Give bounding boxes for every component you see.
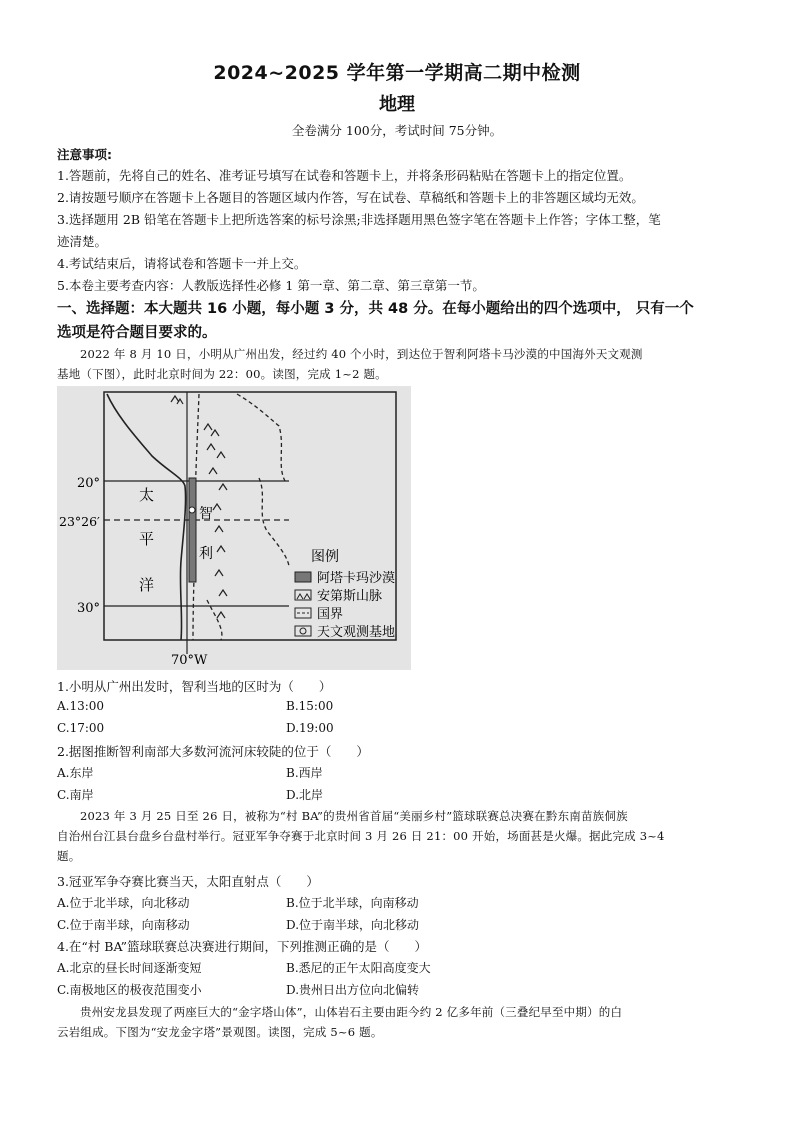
passage-3 bbox=[57, 1002, 747, 1042]
exam-title: 2024~2025 学年第一学期高二期中检测 bbox=[213, 62, 581, 84]
passage-line: 2022 年 8 月 10 日，小明从广州出发，经过约 40 个小时，到达位于智利阿塔卡马沙漠的中国海外天文观测 bbox=[80, 347, 643, 361]
passage-2 bbox=[57, 806, 747, 866]
q3-option-d[interactable]: D.位于南半球，向北移动 bbox=[286, 918, 420, 932]
question-1: 1.小明从广州出发时，智利当地的区时为（ ） bbox=[57, 679, 332, 694]
question-4: 4.在“村 BA”篮球联赛总决赛进行期间，下列推测正确的是（ ） bbox=[57, 939, 428, 954]
q1-option-c[interactable]: C.17:00 bbox=[57, 721, 105, 735]
lat-label-30: 30° bbox=[77, 601, 101, 616]
question-2: 2.据图推断智利南部大多数河流河床较陡的位于（ ） bbox=[57, 744, 369, 759]
q2-option-a[interactable]: A.东岸 bbox=[57, 766, 94, 780]
q3-option-a[interactable]: A.位于北半球，向北移动 bbox=[57, 896, 190, 910]
question-3: 3.冠亚军争夺赛比赛当天，太阳直射点（ ） bbox=[57, 874, 319, 889]
notes-heading: 注意事项: bbox=[57, 147, 112, 162]
lat-label-20: 20° bbox=[77, 476, 101, 491]
section-heading-cont: 选项是符合题目要求的。 bbox=[57, 325, 217, 341]
lat-label-tropic: 23°26′ bbox=[59, 514, 100, 529]
note-item: 3.选择题用 2B 铅笔在答题卡上把所选答案的标号涂黑;非选择题用黑色签字笔在答题卡上作答；字体工整，笔 bbox=[57, 212, 661, 227]
lon-label: 70°W bbox=[171, 653, 208, 668]
ocean-char: 太 bbox=[139, 486, 155, 504]
q4-option-b[interactable]: B.悉尼的正午太阳高度变大 bbox=[286, 961, 431, 975]
q4-option-a[interactable]: A.北京的昼长时间逐渐变短 bbox=[57, 961, 202, 975]
q4-option-d[interactable]: D.贵州日出方位向北偏转 bbox=[286, 983, 420, 997]
note-item: 迹清楚。 bbox=[57, 234, 108, 249]
passage-line: 2023 年 3 月 25 日至 26 日，被称为“村 BA”的贵州省首届“美丽乡村”篮球联赛总决赛在黔东南苗族侗族 bbox=[80, 809, 628, 823]
q3-option-b[interactable]: B.位于北半球，向南移动 bbox=[286, 896, 419, 910]
q2-option-d[interactable]: D.北岸 bbox=[286, 788, 324, 802]
legend-item-desert: 阿塔卡玛沙漠 bbox=[317, 571, 396, 586]
q1-option-a[interactable]: A.13:00 bbox=[57, 699, 105, 713]
note-item: 5.本卷主要考查内容：人教版选择性必修 1 第一章、第二章、第三章第一节。 bbox=[57, 278, 485, 293]
ocean-char: 平 bbox=[139, 530, 155, 548]
passage-1 bbox=[57, 344, 747, 384]
passage-line: 题。 bbox=[57, 849, 81, 863]
legend-title: 图例 bbox=[311, 549, 339, 565]
section-heading: 一、选择题：本大题共 16 小题，每小题 3 分，共 48 分。在每小题给出的四个选项中， 只有一个 bbox=[57, 301, 694, 317]
legend-item-andes: 安第斯山脉 bbox=[317, 589, 383, 604]
q2-option-c[interactable]: C.南岸 bbox=[57, 788, 94, 802]
country-char: 利 bbox=[199, 546, 213, 562]
q1-option-d[interactable]: D.19:00 bbox=[286, 721, 334, 735]
exam-subject: 地理 bbox=[379, 94, 415, 115]
passage-line: 基地（下图），此时北京时间为 22：00。读图，完成 1~2 题。 bbox=[57, 367, 387, 381]
map-figure bbox=[57, 386, 411, 670]
ocean-char: 洋 bbox=[139, 576, 155, 594]
q2-option-b[interactable]: B.西岸 bbox=[286, 766, 323, 780]
passage-line: 贵州安龙县发现了两座巨大的“金字塔山体”，山体岩石主要由距今约 2 亿多年前（三叠纪早至中期）的白 bbox=[80, 1005, 623, 1019]
passage-line: 云岩组成。下图为“安龙金字塔”景观图。读图，完成 5~6 题。 bbox=[57, 1025, 383, 1039]
legend-item-observatory: 天文观测基地 bbox=[317, 625, 396, 640]
chile-map bbox=[57, 386, 411, 670]
passage-line: 自治州台江县台盘乡台盘村举行。冠亚军争夺赛于北京时间 3 月 26 日 21：00 开始，场面甚是火爆。据此完成 3~4 bbox=[57, 829, 665, 843]
note-item: 4.考试结束后，请将试卷和答题卡一并上交。 bbox=[57, 256, 307, 271]
country-char: 智 bbox=[199, 506, 213, 522]
q1-option-b[interactable]: B.15:00 bbox=[286, 699, 334, 713]
score-info: 全卷满分 100分，考试时间 75分钟。 bbox=[291, 123, 503, 138]
legend-item-border: 国界 bbox=[317, 607, 344, 622]
q4-option-c[interactable]: C.南极地区的极夜范围变小 bbox=[57, 983, 202, 997]
q3-option-c[interactable]: C.位于南半球，向南移动 bbox=[57, 918, 190, 932]
note-item: 2.请按题号顺序在答题卡上各题目的答题区域内作答，写在试卷、草稿纸和答题卡上的非答题区域均无效。 bbox=[57, 190, 644, 205]
note-item: 1.答题前，先将自己的姓名、准考证号填写在试卷和答题卡上，并将条形码粘贴在答题卡上的指定位置。 bbox=[57, 168, 632, 183]
